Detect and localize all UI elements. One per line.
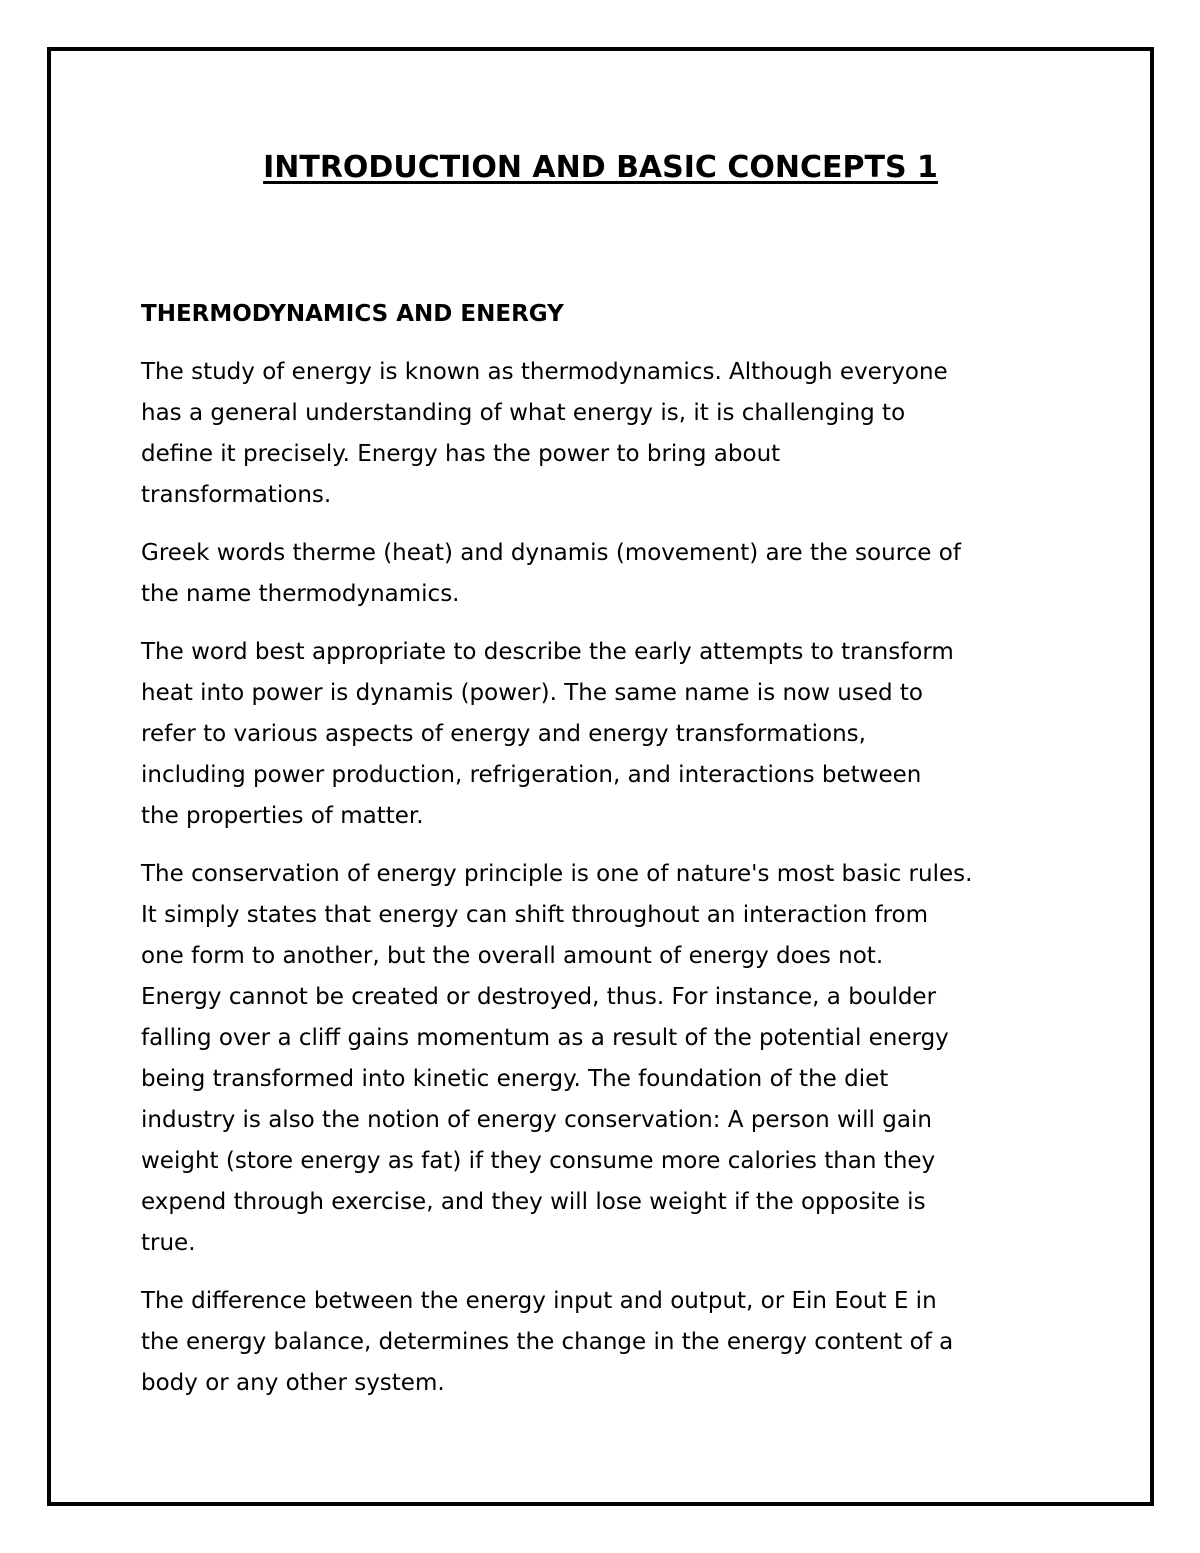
paragraph-line: being transformed into kinetic energy. The foundation of the diet (141, 1066, 889, 1092)
paragraph-line: the energy balance, determines the change in the energy content of a (141, 1329, 954, 1355)
paragraph-line: The study of energy is known as thermodynamics. Although everyone (141, 359, 948, 385)
paragraph-3 (141, 632, 1101, 837)
paragraph-line: the properties of matter. (141, 803, 424, 829)
paragraph-line: one form to another, but the overall amount of energy does not. (141, 943, 884, 969)
paragraph-2 (141, 533, 1101, 615)
paragraph-5 (141, 1281, 1101, 1404)
document-title: INTRODUCTION AND BASIC CONCEPTS 1 (263, 150, 938, 185)
paragraph-line: including power production, refrigeration, and interactions between (141, 762, 922, 788)
paragraph-line: heat into power is dynamis (power). The same name is now used to (141, 680, 923, 706)
paragraph-line: transformations. (141, 482, 332, 508)
paragraph-line: define it precisely. Energy has the power to bring about (141, 441, 781, 467)
paragraph-line: true. (141, 1230, 196, 1256)
paragraph-line: the name thermodynamics. (141, 581, 460, 607)
paragraph-line: The conservation of energy principle is one of nature's most basic rules. (141, 861, 973, 887)
paragraph-line: The word best appropriate to describe the early attempts to transform (141, 639, 954, 665)
paragraph-line: Energy cannot be created or destroyed, thus. For instance, a boulder (141, 984, 937, 1010)
document-body (141, 294, 1101, 1404)
paragraph-line: It simply states that energy can shift throughout an interaction from (141, 902, 928, 928)
paragraph-line: The difference between the energy input and output, or Ein Eout E in (141, 1288, 937, 1314)
paragraph-line: weight (store energy as fat) if they consume more calories than they (141, 1148, 936, 1174)
paragraph-line: industry is also the notion of energy conservation: A person will gain (141, 1107, 932, 1133)
paragraph-line: falling over a cliff gains momentum as a result of the potential energy (141, 1025, 949, 1051)
paragraph-line: body or any other system. (141, 1370, 445, 1396)
paragraph-line: expend through exercise, and they will lose weight if the opposite is (141, 1189, 926, 1215)
paragraph-line: has a general understanding of what energy is, it is challenging to (141, 400, 906, 426)
paragraph-line: refer to various aspects of energy and energy transformations, (141, 721, 866, 747)
section-heading: THERMODYNAMICS AND ENERGY (141, 301, 564, 327)
paragraph-1 (141, 352, 1101, 516)
paragraph-line: Greek words therme (heat) and dynamis (movement) are the source of (141, 540, 961, 566)
paragraph-4 (141, 854, 1101, 1264)
